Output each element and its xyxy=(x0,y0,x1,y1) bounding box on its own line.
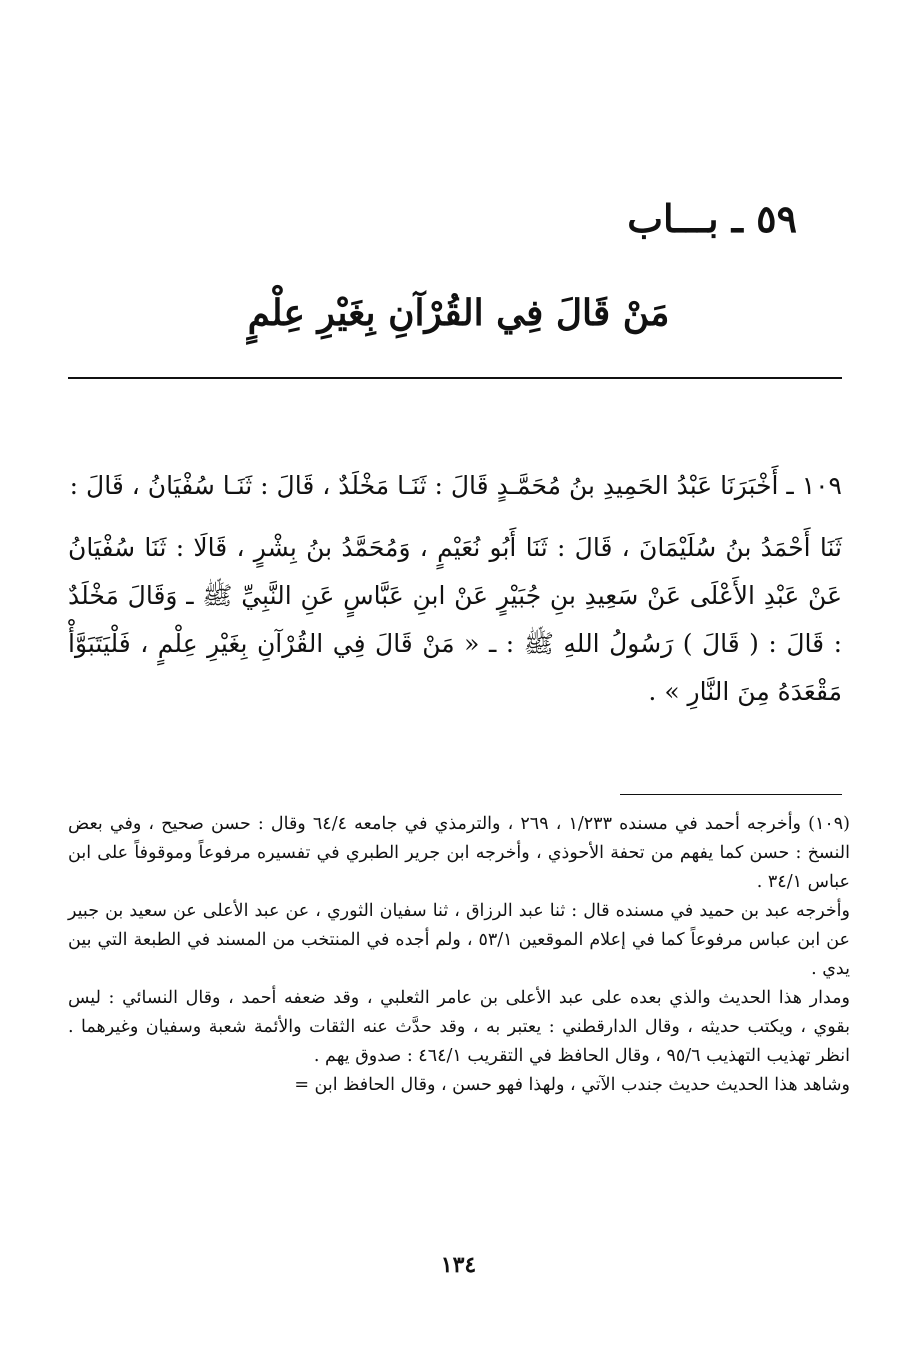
hadith-isnad-2: ثَنَا أَحْمَدُ بنُ سُلَيْمَانَ ، قَالَ : ثَنَا أَبُو نُعَيْمٍ ، وَمُحَمَّدُ بنُ بِشْرٍ ، قَالَا : ثَنَا سُفْيَانُ عَنْ عَبْدِ الأَعْلَى عَنْ سَعِيدِ بنِ جُبَيْرٍ عَنْ ابنِ عَبَّاسٍ عَنِ النَّبِيِّ ﷺ ـ وَقَالَ مَخْلَدٌ : قَالَ : ( قَالَ ) رَسُولُ اللهِ ﷺ : ـ « مَنْ قَالَ فِي القُرْآنِ بِغَيْرِ عِلْمٍ ، فَلْيَتَبَوَّأْ مَقْعَدَهُ مِنَ النَّارِ » . xyxy=(68,533,842,706)
footnote-paragraph: (١٠٩) وأخرجه أحمد في مسنده ١/٢٣٣ ، ٢٦٩ ، والترمذي في جامعه ٦٤/٤ وقال : حسن صحيح ، وفي بعض النسخ : حسن كما يفهم من تحفة الأحوذي ، وأخرجه ابن جرير الطبري في تفسيره مرفوعاً وموقوفاً على ابن عباس ٣٤/١ . xyxy=(68,814,850,892)
title-rule xyxy=(68,377,842,379)
page-number: ١٣٤ xyxy=(440,1252,477,1278)
footnotes xyxy=(68,810,850,1100)
hadith-isnad-1: ١٠٩ ـ أَخْبَرَنَا عَبْدُ الحَمِيدِ بنُ مُحَمَّـدٍ قَالَ : ثَنَـا مَخْلَدٌ ، قَالَ : ثَنَـا سُفْيَانُ ، قَالَ : xyxy=(69,471,842,500)
footnote-rule xyxy=(620,794,842,795)
hadith-text xyxy=(68,462,842,730)
footnote-paragraph: وأخرجه عبد بن حميد في مسنده قال : ثنا عبد الرزاق ، ثنا سفيان الثوري ، عن عبد الأعلى عن سعيد بن جبير عن ابن عباس مرفوعاً كما في إعلام الموقعين ٥٣/١ ، ولم أجده في المنتخب من المسند في الطبعة التي بين يدي . xyxy=(68,901,850,979)
footnote-paragraph: وشاهد هذا الحديث حديث جندب الآتي ، ولهذا فهو حسن ، وقال الحافظ ابن = xyxy=(294,1075,850,1095)
footnote-paragraph: ومدار هذا الحديث والذي بعده على عبد الأعلى بن عامر الثعلبي ، وقد ضعفه أحمد ، وقال النسائي : ليس بقوي ، ويكتب حديثه ، وقال الدارقطني : يعتبر به ، وقد حدَّث عنه الثقات والأئمة شعبة وسفيان وغيرهما . انظر تهذيب التهذيب ٩٥/٦ ، وقال الحافظ في التقريب ٤٦٤/١ : صدوق يهم . xyxy=(68,988,850,1066)
chapter-title: مَنْ قَالَ فِي القُرْآنِ بِغَيْرِ عِلْمٍ xyxy=(247,292,670,334)
chapter-number: ٥٩ ـ بـــاب xyxy=(627,196,797,241)
